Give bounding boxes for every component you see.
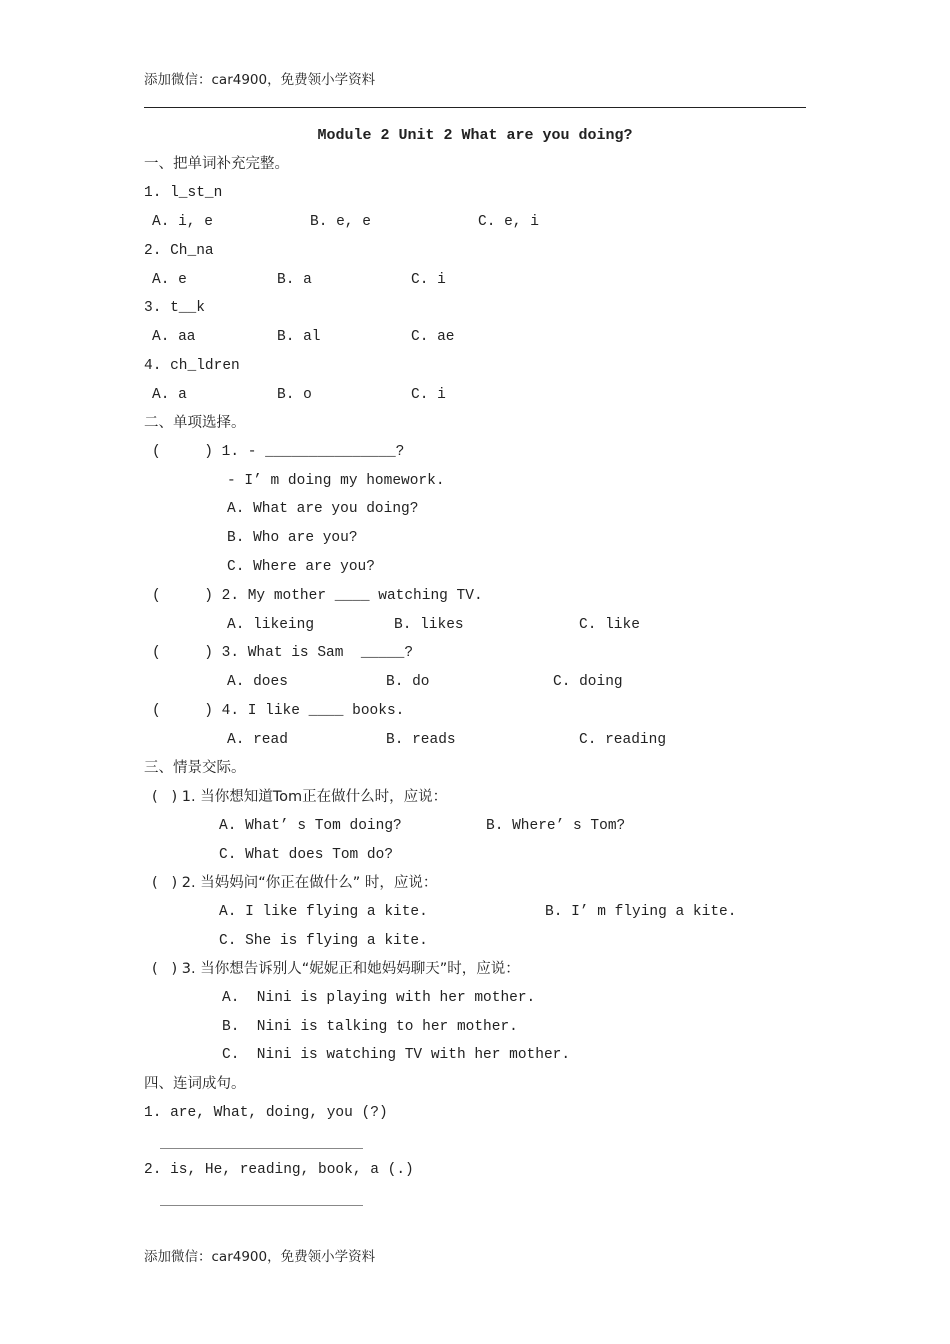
- s2-q1-stem: ( ) 1. - _______________?: [152, 444, 405, 460]
- section-1-heading: 一、把单词补充完整。: [144, 156, 289, 172]
- s1-q3-stem: 3. t__k: [144, 300, 205, 316]
- s1-q1-option-a: A. i, e: [152, 214, 213, 230]
- s1-q4-option-b: B. o: [277, 387, 312, 403]
- s2-q4-option-a: A. read: [227, 732, 288, 748]
- s4-q1-answer-line: [160, 1148, 363, 1149]
- s3-q2-option-c: C. She is flying a kite.: [219, 933, 428, 949]
- s2-q3-option-b: B. do: [386, 674, 430, 690]
- s2-q4-option-c: C. reading: [579, 732, 667, 748]
- s2-q3-stem: ( ) 3. What is Sam _____?: [152, 645, 414, 661]
- s2-q2-stem: ( ) 2. My mother ____ watching TV.: [152, 588, 483, 604]
- page-title: Module 2 Unit 2 What are you doing?: [317, 127, 633, 144]
- s1-q2-option-a: A. e: [152, 272, 187, 288]
- section-2-heading: 二、单项选择。: [144, 415, 246, 431]
- s3-q3-option-a: A. Nini is playing with her mother.: [222, 990, 536, 1006]
- s2-q4-option-b: B. reads: [386, 732, 456, 748]
- s3-q3-option-b: B. Nini is talking to her mother.: [222, 1019, 518, 1035]
- s1-q3-option-a: A. aa: [152, 329, 196, 345]
- s1-q2-option-c: C. i: [411, 272, 446, 288]
- s2-q1-option-a: A. What are you doing?: [227, 501, 419, 517]
- footer-note: 添加微信：car4900，免费领小学资料: [144, 1249, 376, 1265]
- s1-q4-stem: 4. ch_ldren: [144, 358, 240, 374]
- s1-q2-option-b: B. a: [277, 272, 312, 288]
- s2-q2-option-c: C. like: [579, 617, 640, 633]
- s1-q2-stem: 2. Ch_na: [144, 243, 214, 259]
- s3-q2-option-a: A. I like flying a kite.: [219, 904, 428, 920]
- s3-q1-option-c: C. What does Tom do?: [219, 847, 394, 863]
- header-divider: [144, 107, 806, 108]
- header-note: 添加微信：car4900，免费领小学资料: [144, 72, 376, 88]
- section-4-heading: 四、连词成句。: [144, 1076, 246, 1092]
- s2-q1-option-c: C. Where are you?: [227, 559, 375, 575]
- s1-q1-option-c: C. e, i: [478, 214, 539, 230]
- s3-q3-stem: ( ) 3. 当你想告诉别人“妮妮正和她妈妈聊天”时，应说：: [152, 961, 520, 977]
- s2-q2-option-b: B. likes: [394, 617, 464, 633]
- s2-q2-option-a: A. likeing: [227, 617, 315, 633]
- s1-q4-option-c: C. i: [411, 387, 446, 403]
- s3-q2-stem: ( ) 2. 当妈妈问“你正在做什么” 时，应说：: [152, 875, 438, 891]
- s2-q1-option-b: B. Who are you?: [227, 530, 358, 546]
- s1-q1-option-b: B. e, e: [310, 214, 371, 230]
- s3-q3-option-c: C. Nini is watching TV with her mother.: [222, 1047, 571, 1063]
- s3-q2-option-b: B. I’ m flying a kite.: [545, 904, 737, 920]
- s2-q3-option-a: A. does: [227, 674, 288, 690]
- s4-q2-answer-line: [160, 1205, 363, 1206]
- s2-q3-option-c: C. doing: [553, 674, 623, 690]
- s2-q1-reply: - I’ m doing my homework.: [227, 473, 445, 489]
- s3-q1-option-a: A. What’ s Tom doing?: [219, 818, 402, 834]
- section-3-heading: 三、情景交际。: [144, 760, 246, 776]
- s1-q4-option-a: A. a: [152, 387, 187, 403]
- s1-q3-option-b: B. al: [277, 329, 321, 345]
- s3-q1-stem: ( ) 1. 当你想知道Tom正在做什么时，应说：: [152, 789, 448, 805]
- s1-q1-stem: 1. l_st_n: [144, 185, 223, 201]
- s3-q1-option-b: B. Where’ s Tom?: [486, 818, 626, 834]
- s2-q4-stem: ( ) 4. I like ____ books.: [152, 703, 405, 719]
- s4-q1-words: 1. are, What, doing, you (?): [144, 1105, 388, 1121]
- s1-q3-option-c: C. ae: [411, 329, 455, 345]
- s4-q2-words: 2. is, He, reading, book, a (.): [144, 1162, 414, 1178]
